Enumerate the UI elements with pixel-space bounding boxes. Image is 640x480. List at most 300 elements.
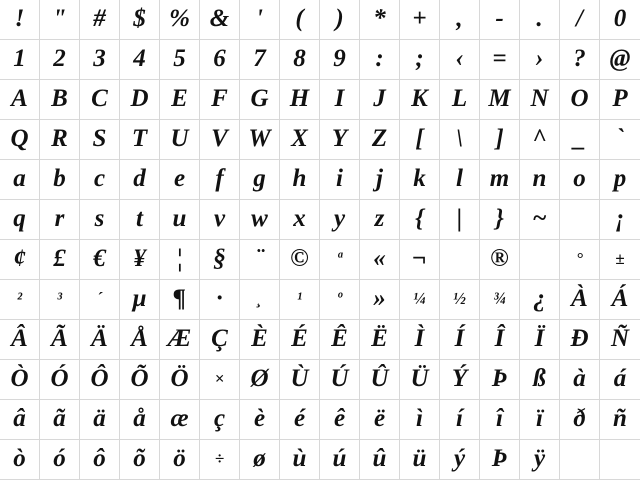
glyph-cell[interactable]	[40, 0, 80, 40]
glyph-cell[interactable]	[440, 360, 480, 400]
glyph-cell[interactable]	[40, 280, 80, 320]
glyph-cell[interactable]	[280, 80, 320, 120]
glyph-character: 9	[333, 45, 346, 72]
glyph-character: i	[336, 165, 343, 192]
glyph-cell[interactable]	[520, 280, 560, 320]
glyph-cell[interactable]	[200, 80, 240, 120]
glyph-character: (	[295, 5, 304, 32]
glyph-character: Ê	[331, 325, 348, 352]
glyph-cell[interactable]	[120, 280, 160, 320]
glyph-cell[interactable]	[400, 200, 440, 240]
glyph-cell[interactable]	[600, 0, 640, 40]
glyph-cell[interactable]	[560, 400, 600, 440]
glyph-character: ¹	[296, 289, 303, 308]
glyph-character: «	[373, 245, 386, 272]
glyph-cell[interactable]	[0, 400, 40, 440]
glyph-character: ›	[535, 45, 544, 72]
glyph-character: ¾	[493, 289, 506, 308]
glyph-character: ³	[56, 289, 63, 308]
glyph-cell[interactable]	[400, 40, 440, 80]
glyph-cell[interactable]	[400, 80, 440, 120]
glyph-character: ¸	[256, 289, 263, 308]
glyph-cell[interactable]	[200, 440, 240, 480]
glyph-cell[interactable]	[280, 440, 320, 480]
glyph-character: k	[413, 165, 426, 192]
glyph-cell[interactable]	[80, 360, 120, 400]
glyph-character: Ï	[534, 325, 545, 352]
glyph-character: ä	[93, 405, 106, 432]
glyph-character: Í	[454, 325, 465, 352]
glyph-character: =	[492, 45, 507, 72]
glyph-cell[interactable]	[120, 160, 160, 200]
glyph-character: ª	[337, 249, 342, 268]
glyph-character: ¬	[411, 245, 428, 272]
glyph-cell[interactable]	[360, 440, 400, 480]
glyph-character: u	[172, 205, 187, 232]
glyph-character: Ü	[410, 365, 429, 392]
glyph-cell[interactable]	[280, 360, 320, 400]
glyph-character: Ç	[211, 325, 228, 352]
glyph-cell[interactable]	[40, 40, 80, 80]
glyph-cell[interactable]	[480, 320, 520, 360]
glyph-cell[interactable]	[600, 200, 640, 240]
glyph-cell[interactable]	[200, 240, 240, 280]
glyph-cell[interactable]	[400, 280, 440, 320]
glyph-character: 4	[133, 45, 146, 72]
glyph-cell[interactable]	[440, 80, 480, 120]
glyph-cell[interactable]	[160, 80, 200, 120]
glyph-cell[interactable]	[0, 200, 40, 240]
glyph-character: °	[576, 249, 583, 268]
glyph-cell[interactable]	[0, 440, 40, 480]
glyph-cell[interactable]	[240, 280, 280, 320]
glyph-character: §	[213, 245, 226, 272]
glyph-character: D	[130, 85, 149, 112]
glyph-cell[interactable]	[320, 240, 360, 280]
glyph-character: ê	[333, 405, 346, 432]
glyph-character: 5	[173, 45, 186, 72]
glyph-character: Ã	[51, 325, 68, 352]
glyph-cell[interactable]	[80, 120, 120, 160]
glyph-cell[interactable]	[80, 400, 120, 440]
glyph-cell[interactable]	[480, 200, 520, 240]
glyph-character: n	[532, 165, 547, 192]
glyph-cell[interactable]	[240, 360, 280, 400]
glyph-cell[interactable]	[520, 240, 560, 280]
glyph-cell[interactable]	[280, 400, 320, 440]
glyph-cell[interactable]	[240, 160, 280, 200]
glyph-cell[interactable]	[200, 200, 240, 240]
glyph-cell[interactable]	[280, 160, 320, 200]
glyph-cell[interactable]	[320, 360, 360, 400]
glyph-cell[interactable]	[0, 80, 40, 120]
glyph-character: M	[488, 85, 511, 112]
glyph-character: t	[136, 205, 143, 232]
glyph-cell[interactable]	[280, 240, 320, 280]
glyph-character: U	[170, 125, 189, 152]
glyph-cell[interactable]	[40, 200, 80, 240]
glyph-cell[interactable]	[0, 120, 40, 160]
glyph-character: ;	[415, 45, 424, 72]
glyph-cell[interactable]	[160, 360, 200, 400]
glyph-character: Ì	[414, 325, 425, 352]
glyph-character: X	[291, 125, 308, 152]
glyph-cell[interactable]	[480, 240, 520, 280]
glyph-cell[interactable]	[80, 240, 120, 280]
glyph-cell[interactable]	[40, 360, 80, 400]
glyph-cell[interactable]	[440, 320, 480, 360]
glyph-character: S	[92, 125, 107, 152]
glyph-character: ¿	[533, 285, 546, 312]
glyph-cell[interactable]	[560, 440, 600, 480]
glyph-cell[interactable]	[80, 160, 120, 200]
glyph-cell[interactable]	[40, 240, 80, 280]
glyph-cell[interactable]	[360, 320, 400, 360]
glyph-cell[interactable]	[480, 120, 520, 160]
glyph-character: $	[133, 5, 146, 32]
glyph-character: ô	[93, 445, 106, 472]
glyph-character: z	[374, 205, 385, 232]
glyph-character: Õ	[130, 365, 149, 392]
glyph-character: ‹	[455, 45, 464, 72]
glyph-cell[interactable]	[320, 320, 360, 360]
glyph-character: î	[496, 405, 503, 432]
glyph-character: Q	[10, 125, 29, 152]
glyph-cell[interactable]	[400, 120, 440, 160]
glyph-cell[interactable]	[520, 440, 560, 480]
glyph-cell[interactable]	[400, 320, 440, 360]
glyph-cell[interactable]	[80, 80, 120, 120]
glyph-character: +	[412, 5, 427, 32]
glyph-cell[interactable]	[400, 400, 440, 440]
glyph-cell[interactable]	[160, 280, 200, 320]
glyph-cell[interactable]	[400, 240, 440, 280]
glyph-cell[interactable]	[320, 280, 360, 320]
glyph-character: ?	[573, 45, 586, 72]
glyph-character: ù	[292, 445, 307, 472]
glyph-character: 6	[213, 45, 226, 72]
glyph-character: -	[495, 5, 504, 32]
glyph-character: &	[209, 5, 230, 32]
glyph-cell[interactable]	[480, 0, 520, 40]
glyph-cell[interactable]	[160, 120, 200, 160]
glyph-character: µ	[132, 285, 147, 312]
glyph-cell[interactable]	[240, 40, 280, 80]
glyph-character: b	[53, 165, 66, 192]
glyph-cell[interactable]	[560, 240, 600, 280]
glyph-character: â	[13, 405, 26, 432]
glyph-cell[interactable]	[520, 320, 560, 360]
glyph-cell[interactable]	[200, 320, 240, 360]
glyph-cell[interactable]	[160, 240, 200, 280]
glyph-cell[interactable]	[40, 400, 80, 440]
glyph-cell[interactable]	[560, 200, 600, 240]
glyph-character: 3	[93, 45, 106, 72]
glyph-character: ±	[615, 249, 625, 268]
glyph-cell[interactable]	[80, 0, 120, 40]
glyph-cell[interactable]	[120, 360, 160, 400]
glyph-character: c	[93, 165, 106, 192]
glyph-character: õ	[133, 445, 146, 472]
glyph-character: ç	[213, 405, 226, 432]
glyph-cell[interactable]	[200, 400, 240, 440]
glyph-cell[interactable]	[400, 440, 440, 480]
glyph-character: Ð	[570, 325, 589, 352]
glyph-cell[interactable]	[480, 360, 520, 400]
glyph-character: _	[573, 125, 586, 152]
glyph-cell[interactable]	[360, 40, 400, 80]
glyph-character: Î	[494, 325, 505, 352]
glyph-cell[interactable]	[120, 240, 160, 280]
glyph-cell[interactable]	[120, 40, 160, 80]
glyph-cell[interactable]	[320, 200, 360, 240]
glyph-cell[interactable]	[240, 440, 280, 480]
glyph-character: º	[336, 289, 343, 308]
glyph-cell[interactable]	[120, 400, 160, 440]
glyph-cell[interactable]	[120, 440, 160, 480]
glyph-cell[interactable]	[200, 120, 240, 160]
glyph-cell[interactable]	[240, 200, 280, 240]
glyph-cell[interactable]	[320, 40, 360, 80]
glyph-cell[interactable]	[600, 320, 640, 360]
glyph-character: ®	[490, 245, 509, 272]
glyph-cell[interactable]	[240, 400, 280, 440]
glyph-cell[interactable]	[520, 80, 560, 120]
glyph-cell[interactable]	[40, 120, 80, 160]
glyph-cell[interactable]	[520, 0, 560, 40]
glyph-cell[interactable]	[400, 360, 440, 400]
glyph-cell[interactable]	[600, 440, 640, 480]
glyph-character: \	[456, 125, 463, 152]
glyph-cell[interactable]	[480, 400, 520, 440]
glyph-cell[interactable]	[80, 320, 120, 360]
glyph-character: ø	[253, 445, 266, 472]
glyph-cell[interactable]	[240, 0, 280, 40]
glyph-character: F	[211, 85, 228, 112]
glyph-cell[interactable]	[120, 200, 160, 240]
glyph-cell[interactable]	[0, 360, 40, 400]
glyph-cell[interactable]	[360, 360, 400, 400]
glyph-cell[interactable]	[240, 320, 280, 360]
glyph-cell[interactable]	[200, 280, 240, 320]
glyph-cell[interactable]	[400, 0, 440, 40]
glyph-character: ¥	[133, 245, 146, 272]
glyph-cell[interactable]	[280, 0, 320, 40]
glyph-cell[interactable]	[360, 120, 400, 160]
glyph-cell[interactable]	[0, 160, 40, 200]
glyph-character: Ò	[10, 365, 29, 392]
glyph-cell[interactable]	[280, 280, 320, 320]
glyph-character: f	[215, 165, 224, 192]
glyph-cell[interactable]	[160, 0, 200, 40]
glyph-cell[interactable]	[600, 160, 640, 200]
glyph-cell[interactable]	[480, 160, 520, 200]
glyph-cell[interactable]	[560, 360, 600, 400]
glyph-cell[interactable]	[320, 400, 360, 440]
glyph-cell[interactable]	[80, 200, 120, 240]
glyph-character: '	[256, 5, 263, 32]
glyph-cell[interactable]	[280, 200, 320, 240]
glyph-cell[interactable]	[560, 280, 600, 320]
glyph-cell[interactable]	[600, 280, 640, 320]
glyph-cell[interactable]	[80, 280, 120, 320]
glyph-cell[interactable]	[560, 0, 600, 40]
glyph-character: "	[52, 5, 67, 32]
glyph-cell[interactable]	[120, 320, 160, 360]
glyph-character: g	[253, 165, 266, 192]
glyph-character: å	[133, 405, 146, 432]
glyph-character: Ë	[371, 325, 388, 352]
glyph-cell[interactable]	[360, 280, 400, 320]
glyph-cell[interactable]	[400, 160, 440, 200]
glyph-character: %	[169, 5, 190, 32]
glyph-character: l	[456, 165, 463, 192]
glyph-character: |	[456, 205, 463, 232]
glyph-character: ×	[214, 369, 225, 388]
glyph-cell[interactable]	[160, 40, 200, 80]
glyph-cell[interactable]	[440, 120, 480, 160]
glyph-cell[interactable]	[600, 400, 640, 440]
glyph-character: I	[334, 85, 345, 112]
glyph-cell[interactable]	[600, 120, 640, 160]
glyph-character: ö	[173, 445, 186, 472]
glyph-character: #	[93, 5, 106, 32]
glyph-cell[interactable]	[200, 40, 240, 80]
glyph-cell[interactable]	[440, 160, 480, 200]
glyph-cell[interactable]	[200, 360, 240, 400]
glyph-character: ·	[216, 285, 223, 312]
glyph-cell[interactable]	[0, 0, 40, 40]
glyph-cell[interactable]	[320, 80, 360, 120]
glyph-cell[interactable]	[360, 240, 400, 280]
glyph-cell[interactable]	[520, 160, 560, 200]
glyph-character: @	[609, 45, 631, 72]
glyph-cell[interactable]	[160, 320, 200, 360]
glyph-character: Ú	[330, 365, 349, 392]
glyph-character: ©	[290, 245, 309, 272]
glyph-character: H	[289, 85, 310, 112]
glyph-cell[interactable]	[280, 40, 320, 80]
glyph-cell[interactable]	[600, 360, 640, 400]
glyph-cell[interactable]	[520, 120, 560, 160]
glyph-character: B	[51, 85, 68, 112]
glyph-cell[interactable]	[440, 280, 480, 320]
glyph-cell[interactable]	[480, 280, 520, 320]
glyph-character: ë	[373, 405, 386, 432]
glyph-cell[interactable]	[560, 320, 600, 360]
glyph-character: j	[376, 165, 383, 192]
glyph-cell[interactable]	[560, 160, 600, 200]
glyph-character: P	[612, 85, 628, 112]
glyph-cell[interactable]	[320, 440, 360, 480]
glyph-character: £	[53, 245, 66, 272]
glyph-cell[interactable]	[440, 0, 480, 40]
glyph-character: v	[213, 205, 226, 232]
glyph-cell[interactable]	[120, 0, 160, 40]
glyph-cell[interactable]	[40, 320, 80, 360]
glyph-cell[interactable]	[560, 40, 600, 80]
glyph-character: Ó	[50, 365, 69, 392]
glyph-cell[interactable]	[160, 160, 200, 200]
glyph-cell[interactable]	[560, 120, 600, 160]
glyph-cell[interactable]	[520, 40, 560, 80]
glyph-cell[interactable]	[0, 280, 40, 320]
glyph-cell[interactable]	[280, 320, 320, 360]
glyph-character: È	[251, 325, 268, 352]
glyph-cell[interactable]	[480, 40, 520, 80]
glyph-cell[interactable]	[80, 440, 120, 480]
glyph-character: V	[211, 125, 228, 152]
glyph-character: Ä	[91, 325, 108, 352]
glyph-cell[interactable]	[40, 160, 80, 200]
glyph-character: ,	[456, 5, 463, 32]
glyph-cell[interactable]	[440, 200, 480, 240]
glyph-cell[interactable]	[120, 120, 160, 160]
glyph-cell[interactable]	[240, 240, 280, 280]
glyph-character: q	[13, 205, 26, 232]
glyph-cell[interactable]	[520, 200, 560, 240]
glyph-cell[interactable]	[0, 320, 40, 360]
glyph-cell[interactable]	[320, 0, 360, 40]
glyph-cell[interactable]	[320, 120, 360, 160]
glyph-cell[interactable]	[280, 120, 320, 160]
glyph-cell[interactable]	[560, 80, 600, 120]
glyph-cell[interactable]	[200, 0, 240, 40]
glyph-cell[interactable]	[520, 360, 560, 400]
glyph-cell[interactable]	[440, 400, 480, 440]
glyph-character: Þ	[491, 365, 508, 392]
glyph-cell[interactable]	[440, 440, 480, 480]
glyph-cell[interactable]	[120, 80, 160, 120]
glyph-character: Ö	[170, 365, 189, 392]
glyph-cell[interactable]	[440, 40, 480, 80]
glyph-cell[interactable]	[600, 80, 640, 120]
glyph-character: Þ	[491, 445, 508, 472]
glyph-cell[interactable]	[80, 40, 120, 80]
glyph-cell[interactable]	[240, 80, 280, 120]
glyph-cell[interactable]	[360, 200, 400, 240]
glyph-cell[interactable]	[160, 440, 200, 480]
glyph-cell[interactable]	[320, 160, 360, 200]
glyph-cell[interactable]	[240, 120, 280, 160]
glyph-character: ï	[536, 405, 543, 432]
glyph-cell[interactable]	[480, 80, 520, 120]
glyph-cell[interactable]	[360, 400, 400, 440]
glyph-cell[interactable]	[40, 80, 80, 120]
glyph-character: è	[253, 405, 266, 432]
glyph-character: í	[456, 405, 463, 432]
glyph-cell[interactable]	[480, 440, 520, 480]
glyph-character: h	[292, 165, 307, 192]
glyph-cell[interactable]	[200, 160, 240, 200]
glyph-cell[interactable]	[0, 40, 40, 80]
glyph-character: E	[171, 85, 188, 112]
glyph-cell[interactable]	[440, 240, 480, 280]
glyph-cell[interactable]	[0, 240, 40, 280]
glyph-cell[interactable]	[520, 400, 560, 440]
glyph-cell[interactable]	[160, 200, 200, 240]
glyph-character: :	[375, 45, 384, 72]
glyph-cell[interactable]	[360, 160, 400, 200]
glyph-character: Ñ	[610, 325, 630, 352]
glyph-cell[interactable]	[600, 40, 640, 80]
glyph-cell[interactable]	[360, 0, 400, 40]
glyph-character: y	[333, 205, 346, 232]
glyph-cell[interactable]	[360, 80, 400, 120]
glyph-cell[interactable]	[160, 400, 200, 440]
glyph-cell[interactable]	[600, 240, 640, 280]
glyph-cell[interactable]	[40, 440, 80, 480]
